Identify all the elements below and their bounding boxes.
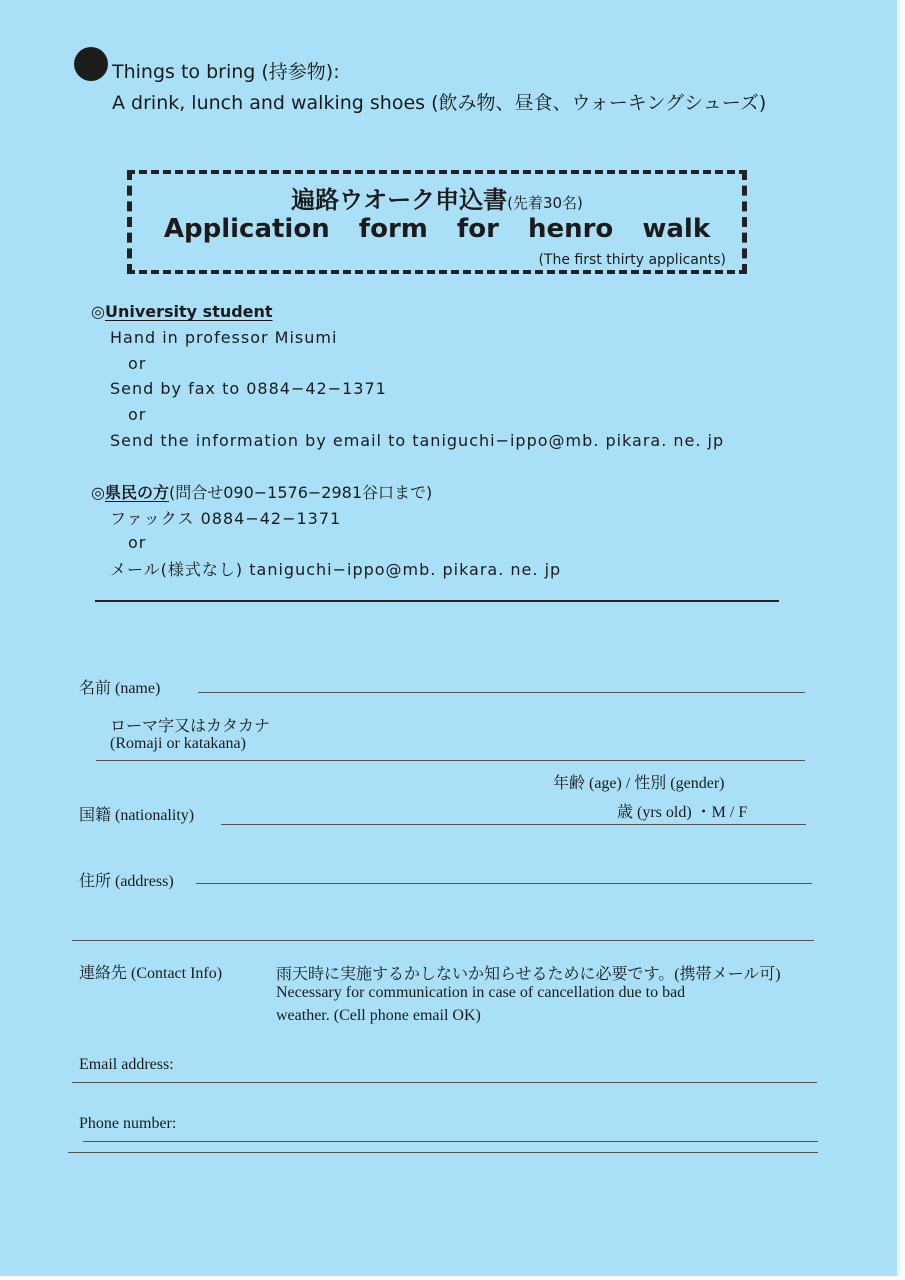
- contact-note-en-2: weather. (Cell phone email OK): [276, 1007, 481, 1024]
- university-or-1: or: [128, 354, 147, 373]
- contact-note-jp: 雨天時に実施するかしないか知らせるために必要です。(携帯メール可): [276, 966, 781, 983]
- phone-input-line[interactable]: [83, 1141, 818, 1142]
- form-title-jp: [132, 180, 742, 215]
- university-heading: [91, 302, 273, 321]
- residents-heading-note: (問合せ090−1576−2981谷口まで): [168, 483, 433, 502]
- phone-label: Phone number:: [79, 1115, 177, 1132]
- email-input-line[interactable]: [72, 1082, 817, 1083]
- university-line-3: Send the information by email to taniguchi−ippo@mb. pikara. ne. jp: [110, 431, 725, 450]
- nationality-input-line[interactable]: [221, 824, 806, 825]
- bullet-dot-icon: [74, 47, 108, 81]
- form-title-box: [127, 170, 747, 274]
- form-title-en: Application form for henro walk: [163, 214, 711, 244]
- form-title-jp-text: 遍路ウオーク申込書: [291, 186, 508, 214]
- age-gender-label: 年齢 (age) / 性別 (gender): [553, 775, 725, 792]
- age-gender-suffix: 歳 (yrs old) ・M / F: [617, 804, 748, 821]
- romaji-label-en: (Romaji or katakana): [110, 735, 246, 752]
- double-circle-icon: ◎: [91, 302, 105, 321]
- double-circle-icon: ◎: [91, 483, 105, 502]
- residents-fax-line: ファックス 0884−42−1371: [110, 509, 342, 528]
- things-to-bring-title: Things to bring (持参物):: [112, 61, 340, 83]
- form-subtitle: (The first thirty applicants): [538, 252, 726, 268]
- residents-email-line: メール(様式なし) taniguchi−ippo@mb. pikara. ne. jp: [110, 560, 562, 579]
- bottom-rule: [68, 1152, 818, 1153]
- name-label: 名前 (name): [79, 680, 161, 697]
- romaji-label: ローマ字又はカタカナ: [110, 718, 271, 735]
- contact-note-en-1: Necessary for communication in case of cancellation due to bad: [276, 984, 686, 1001]
- university-or-2: or: [128, 405, 147, 424]
- residents-or-1: or: [128, 533, 147, 552]
- email-label: Email address:: [79, 1056, 174, 1073]
- romaji-input-line[interactable]: [96, 760, 805, 761]
- university-heading-text: University student: [104, 302, 273, 321]
- nationality-label: 国籍 (nationality): [79, 807, 195, 824]
- address-input-line-2[interactable]: [72, 940, 814, 941]
- name-input-line[interactable]: [198, 692, 805, 693]
- form-title-jp-note: (先着30名): [507, 194, 583, 212]
- section-divider: [95, 600, 779, 602]
- address-input-line[interactable]: [196, 883, 812, 884]
- university-line-1: Hand in professor Misumi: [110, 328, 338, 347]
- things-to-bring-items: A drink, lunch and walking shoes (飲み物、昼食、ウォーキングシューズ): [112, 92, 767, 114]
- university-line-2: Send by fax to 0884−42−1371: [110, 379, 387, 398]
- residents-heading: [91, 480, 432, 503]
- address-label: 住所 (address): [79, 873, 174, 890]
- contact-label: 連絡先 (Contact Info): [79, 965, 223, 982]
- residents-heading-text: 県民の方: [104, 483, 169, 502]
